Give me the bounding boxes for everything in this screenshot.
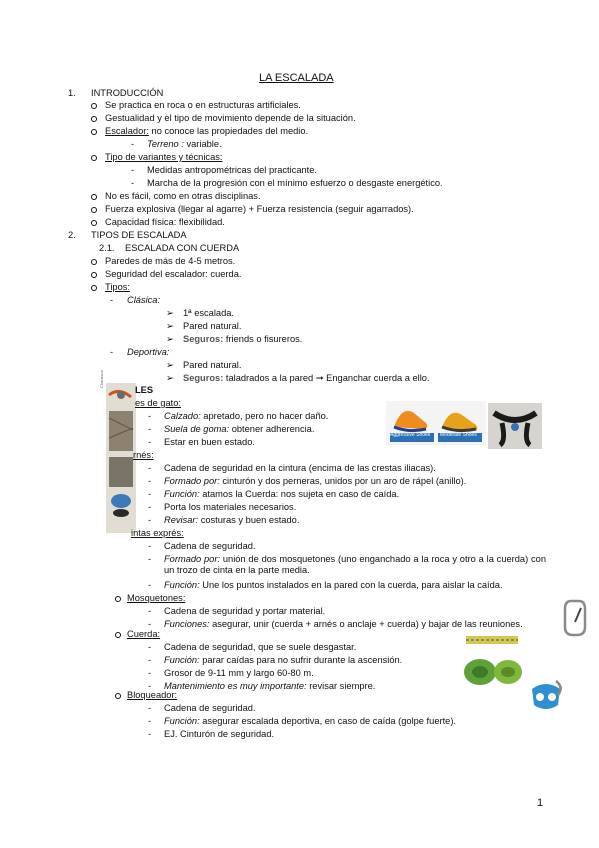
gear-label: Cuerda: (127, 629, 161, 639)
dash-icon: - (131, 178, 135, 188)
term-label: Seguros: (183, 373, 224, 383)
term-text: parar caídas para no sufrir durante la ascensión. (199, 655, 403, 665)
list-item: Tipos: (105, 282, 130, 292)
sub-item (164, 476, 466, 487)
dash-icon: - (148, 642, 152, 652)
term-label: Suela de goma: (164, 424, 230, 434)
term-text: Une los puntos instalados en la pared con la cuerda, para aislar la caída. (199, 580, 503, 590)
subsection-number: 2.1. (99, 243, 115, 253)
term-label: Función: (164, 655, 200, 665)
bullet-icon (91, 220, 97, 226)
term-text: variable. (183, 139, 222, 149)
dash-icon: - (148, 489, 152, 499)
dash-icon: - (148, 437, 152, 447)
sub-item: Cadena de seguridad, que se suele desgastar. (164, 642, 357, 652)
term-label: Función: (164, 489, 200, 499)
term-label: Terreno : (147, 139, 184, 149)
term-label: Revisar: (164, 515, 199, 525)
bullet-icon (115, 632, 121, 638)
sub-item: 1ª escalada. (183, 308, 234, 318)
section-number: 2. (68, 230, 76, 240)
list-item: Gestualidad y el tipo de movimiento depende de la situación. (105, 113, 356, 123)
dash-icon: - (110, 347, 114, 357)
gear-label: es de gato: (135, 398, 182, 408)
sub-item (164, 619, 523, 630)
gear-label: intas exprés: (131, 528, 184, 538)
type-label: Clásica: (127, 295, 161, 305)
dash-icon: - (148, 681, 152, 691)
sub-item (164, 424, 314, 435)
term-text: apretado, pero no hacer daño. (200, 411, 329, 421)
sub-item: Cadena de seguridad. (164, 703, 256, 713)
term-label: Funciones: (164, 619, 210, 629)
subsection-heading: ESCALADA CON CUERDA (125, 243, 240, 253)
term-text: revisar siempre. (306, 681, 376, 691)
bullet-icon (115, 693, 121, 699)
arrow-icon: ➢ (166, 373, 174, 383)
shoe-caption: Moderate Shoes (440, 432, 477, 438)
list-item: Fuerza explosiva (llegar al agarre) + Fuerza resistencia (seguir agarrados). (105, 204, 414, 214)
list-item: Paredes de más de 4-5 metros. (105, 256, 236, 266)
sub-item (164, 580, 503, 591)
harness-image (488, 403, 542, 449)
sub-item (164, 655, 402, 666)
term-label: Función: (164, 716, 200, 726)
term-text: costuras y buen estado. (198, 515, 300, 525)
bullet-icon (91, 272, 97, 278)
arrow-icon: ➢ (166, 321, 174, 331)
sub-item: Pared natural. (183, 321, 242, 331)
sub-item: Marcha de la progresión con el mínimo esfuerzo o desgaste energético. (147, 178, 443, 188)
dash-icon: - (148, 716, 152, 726)
term-label: Mantenimiento es muy importante: (164, 681, 307, 691)
list-item: Seguridad del escalador: cuerda. (105, 269, 242, 279)
term-text: unión de dos mosquetones (uno enganchado a la roca y otro a la cuerda) con un trozo de cinta en la parte media. (164, 554, 546, 575)
sub-item: EJ. Cinturón de seguridad. (164, 729, 275, 739)
dash-icon: - (148, 515, 152, 525)
list-item: Capacidad física: flexibilidad. (105, 217, 225, 227)
sub-item (147, 139, 222, 150)
sub-item: Cadena de seguridad y portar material. (164, 606, 326, 616)
gear-label: Mosquetones: (127, 593, 186, 603)
term-label: Escalador: (105, 126, 149, 136)
term-text: asegurar escalada deportiva, en caso de caída (golpe fuerte). (199, 716, 457, 726)
bullet-icon (115, 596, 121, 602)
term-text: cinturón y dos perneras, unidos por un aro de rápel (anillo). (219, 476, 467, 486)
sub-item (164, 489, 399, 500)
rope-image (458, 634, 524, 692)
list-item: No es fácil, como en otras disciplinas. (105, 191, 261, 201)
sub-item (183, 373, 430, 384)
sub-item (164, 515, 299, 526)
dash-icon: - (148, 668, 152, 678)
arrow-icon: ➢ (166, 308, 174, 318)
sub-item: Cadena de seguridad. (164, 541, 256, 551)
term-text: obtener adherencia. (229, 424, 315, 434)
term-label: Seguros: (183, 334, 224, 344)
sub-item: Cadena de seguridad en la cintura (encima de las crestas iliacas). (164, 463, 436, 473)
dash-icon: - (131, 165, 135, 175)
dash-icon: - (110, 295, 114, 305)
term-text: no conoce las propiedades del medio. (148, 126, 309, 136)
arrow-icon: ➢ (166, 334, 174, 344)
sub-item (164, 716, 456, 727)
term-label: Formado por: (164, 554, 221, 564)
bullet-icon (91, 155, 97, 161)
dash-icon: - (148, 411, 152, 421)
sub-item (164, 554, 546, 576)
dash-icon: - (148, 424, 152, 434)
bullet-icon (91, 285, 97, 291)
dash-icon: - (148, 541, 152, 551)
sub-item: Porta los materiales necesarios. (164, 502, 297, 512)
type-label: Deportiva: (127, 347, 170, 357)
page-number: 1 (537, 797, 544, 809)
sub-item (164, 411, 328, 422)
sub-item (164, 681, 375, 692)
dash-icon: - (148, 729, 152, 739)
term-label: Función: (164, 580, 200, 590)
page-title: LA ESCALADA (259, 72, 334, 84)
list-item: Tipo de variantes y técnicas: (105, 152, 223, 162)
term-text: friends o fisureros. (223, 334, 303, 344)
dash-icon: - (148, 502, 152, 512)
dash-icon: - (148, 619, 152, 629)
bullet-icon (91, 103, 97, 109)
dash-icon: - (148, 703, 152, 713)
climbing-gear-image (106, 383, 136, 533)
gear-heading: LES (135, 385, 154, 395)
dash-icon: - (148, 580, 152, 590)
dash-icon: - (148, 476, 152, 486)
bullet-icon (91, 129, 97, 135)
bullet-icon (91, 207, 97, 213)
dash-icon: - (131, 139, 135, 149)
sub-item (183, 334, 302, 345)
belay-device-image (526, 675, 566, 715)
sub-item: Medidas antropométricas del practicante. (147, 165, 318, 175)
sub-item: Grosor de 9-11 mm y largo 60-80 m. (164, 668, 314, 678)
bullet-icon (91, 259, 97, 265)
carabiner-image (563, 598, 587, 638)
dash-icon: - (148, 463, 152, 473)
bullet-icon (91, 194, 97, 200)
gear-label: rnés: (133, 450, 154, 460)
bullet-icon (91, 116, 97, 122)
section-heading: TIPOS DE ESCALADA (91, 230, 187, 240)
dash-icon: - (148, 554, 152, 564)
dash-icon: - (148, 655, 152, 665)
shoe-caption: Aggressive Shoes (390, 432, 431, 438)
term-text: asegurar, unir (cuerda + arnés o anclaje + cuerda) y bajar de las reuniones. (209, 619, 523, 629)
section-number: 1. (68, 88, 76, 98)
sub-item: Estar en buen estado. (164, 437, 255, 447)
dash-icon: - (148, 606, 152, 616)
term-label: Calzado: (164, 411, 201, 421)
term-label: Formado por: (164, 476, 220, 486)
side-caption: Chausson (99, 369, 104, 388)
section-heading: INTRODUCCIÓN (91, 88, 164, 98)
arrow-icon: ➢ (166, 360, 174, 370)
term-text: atamos la Cuerda: nos sujeta en caso de caída. (199, 489, 400, 499)
list-item (105, 126, 308, 137)
gear-label: Bloqueador: (127, 690, 178, 700)
sub-item: Pared natural. (183, 360, 242, 370)
list-item: Se practica en roca o en estructuras artificiales. (105, 100, 301, 110)
term-text: taladrados a la pared ➞ Enganchar cuerda a ello. (223, 373, 430, 383)
